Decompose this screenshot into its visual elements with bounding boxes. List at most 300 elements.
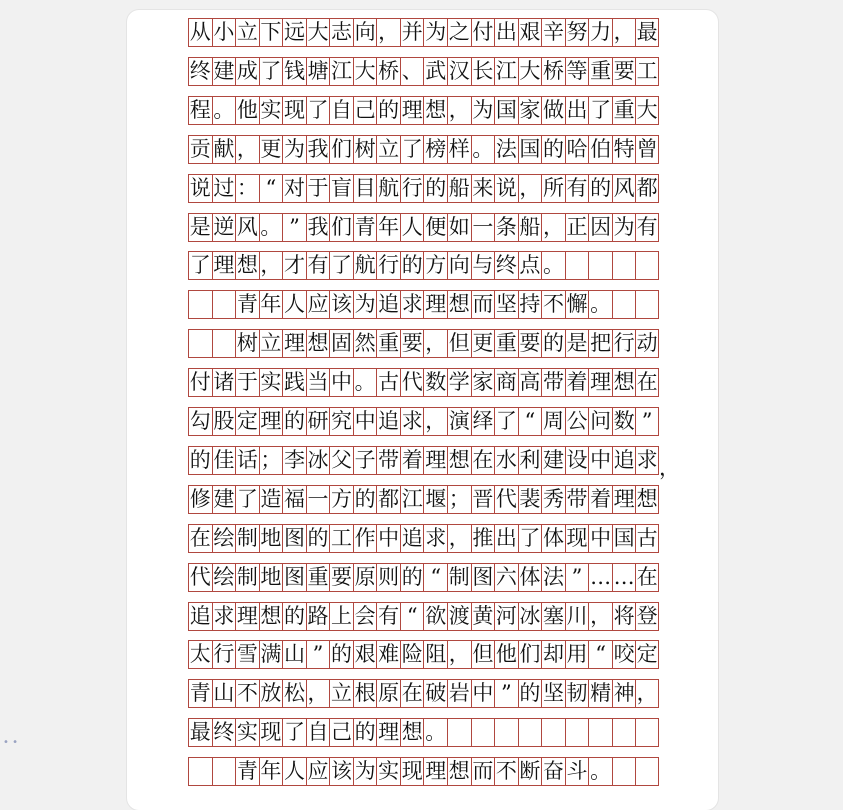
grid-cell [635,758,659,785]
grid-cell: 代 [189,564,211,589]
grid-cell: 江 [401,486,423,511]
grid-cell: 出 [566,97,588,122]
grid-cell: 己 [354,97,376,122]
grid-cell: 斗 [566,759,588,784]
grid-cell: 贡 [189,136,211,161]
grid-cell: 。 [590,292,612,317]
grid-cell: 理 [378,720,400,745]
grid-row [188,524,659,553]
grid-cell: 说 [189,175,211,200]
grid-cell: 国 [613,525,635,550]
grid-cell: “ [259,175,283,202]
grid-cell: 的 [401,564,423,589]
grid-cell: 要 [401,331,423,356]
grid-cell: 、 [401,58,423,83]
grid-cell: 求 [425,525,447,550]
grid-cell: 设 [566,447,588,472]
grid-cell: 江 [495,58,517,83]
grid-cell: 地 [260,564,282,589]
grid-cell: 然 [354,331,376,356]
grid-cell: 人 [401,214,423,239]
grid-cell: 都 [378,486,400,511]
grid-cell: 建 [213,58,235,83]
grid-cell: 却 [542,642,564,667]
grid-cell: 重 [307,564,329,589]
grid-cell: 中 [354,409,376,433]
grid-cell: 践 [283,370,305,395]
grid-cell: 辛 [542,20,564,44]
grid-cell: 船 [448,175,470,200]
grid-cell: 想 [613,370,635,395]
grid-cell: 追 [378,292,400,317]
grid-row [188,446,659,475]
grid-cell: 船 [519,214,541,239]
grid-cell: 为 [354,759,376,784]
grid-cell: 风 [613,175,635,200]
grid-cell: 商 [495,370,517,395]
grid-cell: 推 [472,525,494,550]
grid-cell: 带 [566,486,588,511]
grid-cell: 江 [331,58,353,83]
grid-cell: 塘 [307,58,329,83]
grid-cell: 李 [283,447,305,472]
grid-cell: 法 [495,136,517,161]
grid-cell: 对 [283,175,305,200]
grid-cell [541,719,565,746]
grid-cell: 绘 [213,525,235,550]
grid-cell: 理 [425,292,447,317]
grid-cell: 有 [378,603,400,628]
grid-cell: 。 [590,759,612,784]
grid-row [188,251,659,280]
grid-cell: 们 [331,136,353,161]
grid-cell: 盲 [331,175,353,200]
grid-cell: 的 [542,136,564,161]
grid-cell: 修 [189,486,211,511]
grid-cell: 己 [331,720,353,745]
grid-cell: 重 [613,97,635,122]
grid-cell: 塞 [542,603,564,628]
grid-cell: 向 [354,20,376,44]
grid-cell: 当 [307,370,329,395]
grid-cell: 榜 [425,136,447,161]
grid-cell: 动 [636,331,658,356]
grid-cell: 秀 [542,486,564,511]
grid-cell: 建 [542,447,564,472]
grid-cell: ， [378,20,400,44]
grid-cell: 固 [331,331,353,356]
grid-cell: 想 [307,331,329,356]
grid-cell: 特 [613,136,635,161]
grid-cell: 利 [519,447,541,472]
grid-cell: 桥 [542,58,564,83]
grid-cell: 最 [189,720,211,745]
grid-cell: 青 [189,681,211,706]
grid-cell: ， [425,409,447,433]
grid-cell: 着 [401,447,423,472]
grid-cell [188,758,212,785]
grid-cell: 武 [425,58,447,83]
grid-cell: 追 [613,447,635,472]
grid-cell: 向 [448,253,470,278]
grid-cell: 想 [425,97,447,122]
grid-cell: 都 [636,175,658,200]
grid-cell: 现 [283,97,305,122]
grid-cell: 体 [542,525,564,550]
grid-row [188,368,659,397]
grid-cell: 终 [495,253,517,278]
grid-cell: 原 [354,564,376,589]
grid-cell: 长 [472,58,494,83]
grid-cell: 一 [472,214,494,239]
grid-cell: 究 [331,409,353,433]
grid-cell: 有 [636,214,658,239]
grid-row [188,213,659,242]
grid-cell: 精 [590,681,612,706]
grid-cell: ， [307,681,329,706]
grid-cell: 的 [401,253,423,278]
grid-cell: 为 [472,97,494,122]
grid-cell: 着 [566,370,588,395]
grid-cell: 想 [401,720,423,745]
grid-cell: 不 [236,681,258,706]
grid-cell: 理 [401,97,423,122]
grid-cell: 做 [542,97,564,122]
grid-cell: ” [306,641,330,668]
grid-cell: 用 [566,642,588,667]
grid-cell: 的 [590,175,612,200]
grid-cell: 家 [472,370,494,395]
grid-cell [188,291,212,318]
grid-cell: 说 [495,175,517,200]
grid-cell: ， [542,214,564,239]
grid-cell: 如 [448,214,470,239]
grid-cell: ” [494,680,518,707]
grid-cell: 重 [590,58,612,83]
grid-cell: 演 [448,409,470,433]
grid-cell: 黄 [472,603,494,628]
grid-cell: 数 [613,409,635,433]
grid-row [188,679,659,708]
grid-cell: 为 [354,292,376,317]
grid-cell: 有 [307,253,329,278]
grid-cell: 立 [260,331,282,356]
grid-cell: 晋 [472,486,494,511]
grid-cell: 终 [213,720,235,745]
grid-cell [212,330,236,357]
grid-cell: 建 [213,486,235,511]
grid-cell: 点 [519,253,541,278]
grid-cell: 的 [189,447,211,472]
grid-cell: 树 [354,136,376,161]
grid-cell: 险 [401,642,423,667]
grid-cell: 追 [401,525,423,550]
grid-cell: 造 [260,486,282,511]
grid-cell: 。 [213,97,235,122]
grid-cell: 冰 [307,447,329,472]
grid-cell: 他 [236,97,258,122]
grid-cell: 山 [213,681,235,706]
grid-cell: 想 [260,603,282,628]
grid-cell: 重 [495,331,517,356]
grid-cell: 岩 [448,681,470,706]
grid-cell: 子 [354,447,376,472]
grid-cell: 伯 [590,136,612,161]
grid-cell: 为 [283,136,305,161]
grid-cell: 自 [307,720,329,745]
grid-cell: 学 [448,370,470,395]
grid-cell: 的 [542,331,564,356]
grid-cell: ” [565,564,589,591]
grid-cell: 制 [236,564,258,589]
grid-row [188,563,659,592]
grid-cell: 研 [307,409,329,433]
grid-cell: 更 [472,331,494,356]
grid-cell: 终 [189,58,211,83]
grid-cell: 不 [495,759,517,784]
grid-cell: 青 [354,214,376,239]
grid-cell: 中 [590,525,612,550]
grid-cell: 桥 [378,58,400,83]
grid-cell: 破 [425,681,447,706]
grid-cell: 在 [401,681,423,706]
grid-cell: 着 [590,486,612,511]
grid-cell: 逆 [213,214,235,239]
grid-cell: 山 [283,642,305,667]
grid-cell: 小 [213,20,235,44]
grid-cell: 程 [189,97,211,122]
grid-cell: 理 [260,409,282,433]
grid-cell: 成 [236,58,258,83]
grid-cell: 股 [213,409,235,433]
grid-cell: 坚 [495,292,517,317]
grid-cell: 年 [260,759,282,784]
grid-cell: 目 [354,175,376,200]
grid-cell: 行 [401,175,423,200]
grid-cell: 的 [331,642,353,667]
grid-cell: 该 [331,292,353,317]
grid-cell: 在 [636,370,658,395]
grid-cell: 行 [378,253,400,278]
grid-cell: 话 [236,447,258,472]
grid-cell: 一 [307,486,329,511]
grid-cell: 神 [613,681,635,706]
grid-cell: ， [448,97,470,122]
grid-cell: 上 [331,603,353,628]
grid-cell: ， [448,525,470,550]
grid-row [188,18,659,47]
grid-cell: 将 [613,603,635,628]
grid-cell: 树 [236,331,258,356]
grid-cell: 把 [590,331,612,356]
grid-cell: ” [282,214,306,241]
grid-cell: 风 [236,214,258,239]
grid-cell: 了 [236,486,258,511]
grid-cell: 所 [542,175,564,200]
grid-cell: 佳 [213,447,235,472]
grid-cell: 登 [636,603,658,628]
grid-cell [447,719,471,746]
grid-cell: 想 [448,759,470,784]
grid-cell: 理 [590,370,612,395]
grid-cell: 想 [448,292,470,317]
grid-cell: 于 [307,175,329,200]
grid-cell: 坚 [542,681,564,706]
grid-row [188,96,659,125]
grid-cell: 艰 [519,20,541,44]
grid-cell: 放 [260,681,282,706]
grid-cell [494,719,518,746]
grid-cell: 高 [519,370,541,395]
grid-cell: 出 [495,20,517,44]
grid-cell: ， [613,20,635,44]
grid-cell: 。 [354,370,376,395]
grid-cell: 求 [401,409,423,433]
grid-cell: 为 [613,214,635,239]
grid-cell: 为 [425,20,447,44]
grid-cell: 实 [378,759,400,784]
grid-cell: 父 [331,447,353,472]
grid-cell: “ [400,603,424,630]
grid-cell: 要 [613,58,635,83]
grid-cell: 航 [378,175,400,200]
grid-cell: 大 [307,20,329,44]
grid-cell: 行 [213,642,235,667]
grid-cell: 诸 [213,370,235,395]
grid-cell: 。 [260,214,282,239]
grid-cell: 工 [331,525,353,550]
grid-cell: 公 [566,409,588,433]
grid-cell: 原 [378,681,400,706]
grid-cell: 该 [331,759,353,784]
grid-cell: 付 [472,20,494,44]
grid-cell: 了 [189,253,211,278]
grid-cell: 了 [283,720,305,745]
grid-cell [565,252,589,279]
grid-cell: 追 [189,603,211,628]
grid-cell [612,758,636,785]
grid-cell: 的 [378,97,400,122]
grid-cell: 现 [566,525,588,550]
grid-cell: 之 [448,20,470,44]
grid-cell: ： [236,175,258,200]
grid-cell [518,719,542,746]
grid-cell: 问 [590,409,612,433]
grid-cell: 想 [236,253,258,278]
grid-cell: 国 [495,97,517,122]
grid-cell: 应 [307,292,329,317]
grid-cell: 松 [283,681,305,706]
grid-cell: 路 [307,603,329,628]
grid-cell: 实 [236,720,258,745]
grid-cell: 地 [260,525,282,550]
grid-cell: 代 [401,370,423,395]
grid-cell: 工 [636,58,658,83]
grid-cell: 周 [542,409,564,433]
grid-cell: 太 [189,642,211,667]
grid-cell [612,719,636,746]
grid-row [188,174,659,203]
grid-cell: 最 [636,20,658,44]
grid-row [188,485,659,514]
grid-cell: 钱 [283,58,305,83]
grid-cell: 于 [236,370,258,395]
grid-cell: 难 [378,642,400,667]
grid-cell: 理 [236,603,258,628]
grid-cell: 追 [378,409,400,433]
grid-cell: 理 [213,253,235,278]
grid-cell: “ [423,564,447,591]
grid-cell: 但 [472,642,494,667]
grid-cell: 了 [401,136,423,161]
grid-cell: 中 [590,447,612,472]
grid-cell: 了 [260,58,282,83]
grid-cell: 因 [590,214,612,239]
grid-cell: 我 [307,136,329,161]
grid-cell: 更 [260,136,282,161]
grid-cell: 现 [260,720,282,745]
grid-cell: 理 [283,331,305,356]
grid-cell: 们 [331,214,353,239]
grid-cell: 堰 [425,486,447,511]
grid-cell: 立 [236,20,258,44]
grid-cell: 曾 [636,136,658,161]
grid-cell: 了 [519,525,541,550]
grid-cell: 求 [636,447,658,472]
grid-cell: 等 [566,58,588,83]
grid-cell: 实 [260,370,282,395]
grid-cell [635,719,659,746]
grid-cell: 我 [307,214,329,239]
grid-cell: 图 [283,564,305,589]
grid-cell: 。 [425,720,447,745]
grid-cell: 的 [425,175,447,200]
grid-cell: 制 [236,525,258,550]
grid-row [188,640,659,669]
grid-row [188,290,659,319]
grid-cell [471,719,495,746]
grid-cell [188,330,212,357]
grid-cell [588,252,612,279]
grid-cell: 制 [448,564,470,589]
grid-cell: ， [260,253,282,278]
grid-cell: 从 [189,20,211,44]
grid-cell: 有 [566,175,588,200]
grid-cell: 才 [283,253,305,278]
grid-cell: 正 [566,214,588,239]
grid-cell: … [590,564,612,589]
grid-cell: 献 [213,136,235,161]
grid-cell: 艰 [354,642,376,667]
grid-cell: 河 [495,603,517,628]
grid-cell: 来 [472,175,494,200]
grid-cell: ， [236,136,258,161]
grid-cell: 方 [331,486,353,511]
grid-cell: 哈 [566,136,588,161]
grid-cell: ” [635,408,659,435]
grid-cell: ； [448,486,470,511]
grid-cell: 中 [378,525,400,550]
grid-cell: 便 [425,214,447,239]
grid-cell: 作 [354,525,376,550]
grid-cell: 自 [331,97,353,122]
grid-cell: 大 [519,58,541,83]
grid-cell: 求 [213,603,235,628]
grid-cell: 六 [495,564,517,589]
grid-row [188,407,659,436]
grid-cell: 在 [636,564,658,589]
composition-grid [188,18,659,798]
